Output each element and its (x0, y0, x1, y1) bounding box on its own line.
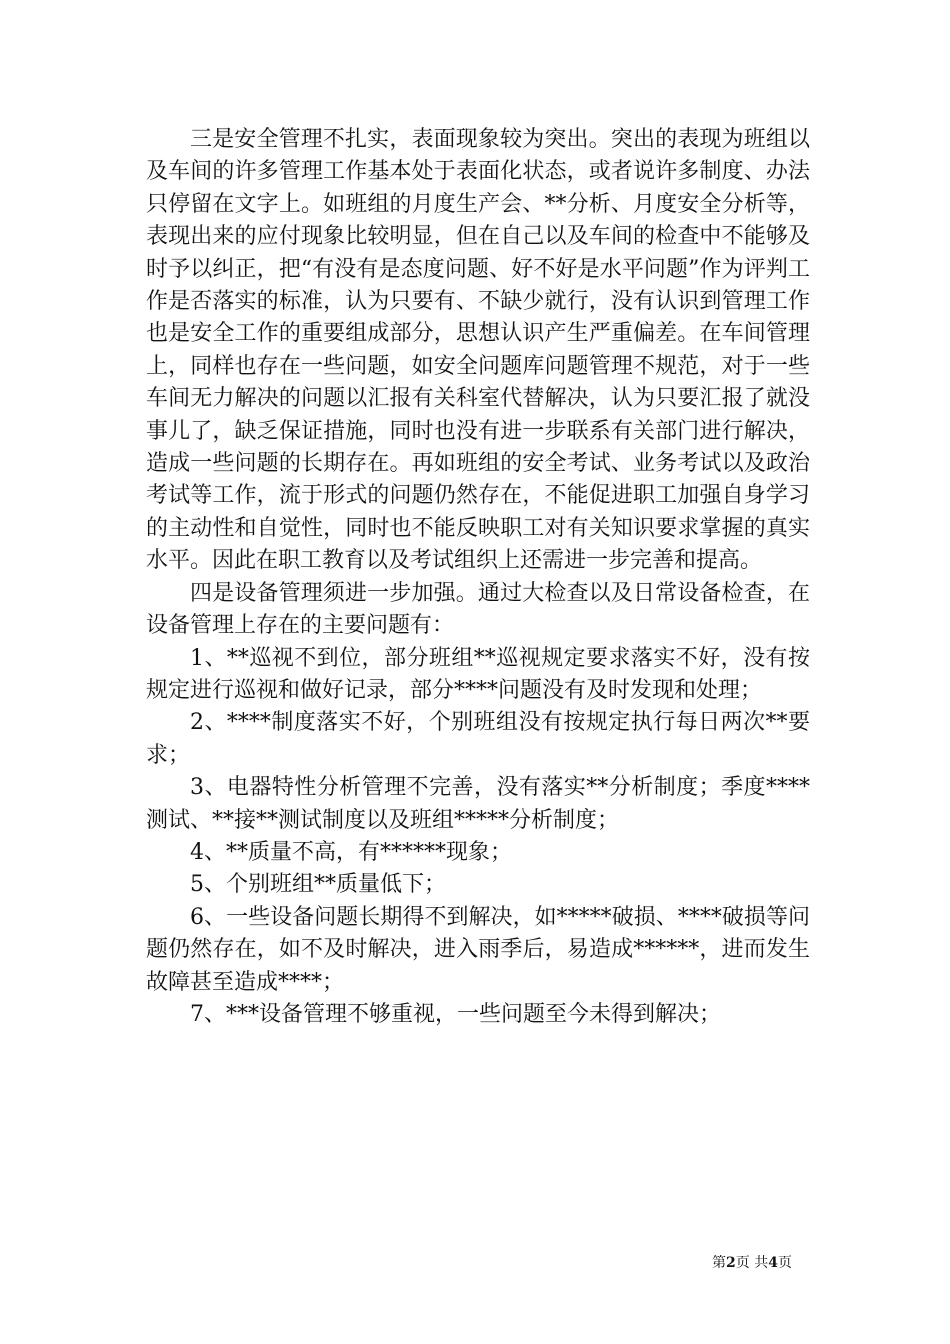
footer-middle: 页 共 (735, 1255, 769, 1271)
paragraph-safety-management: 三是安全管理不扎实，表面现象较为突出。突出的表现为班组以及车间的许多管理工作基本处于表面化状态，或者说许多制度、办法只停留在文字上。如班组的月度生产会、**分析、月度安全分析等，表现出来的应付现象比较明显，但在自己以及车间的检查中不能够及时予以纠正，把“有没有是态度问题、好不好是水平问题”作为评判工作是否落实的标准，认为只要有、不缺少就行，没有认识到管理工作也是安全工作的重要组成部分，思想认识产生严重偏差。在车间管理上，同样也存在一些问题，如安全问题库问题管理不规范，对于一些车间无力解决的问题以汇报有关科室代替解决，认为只要汇报了就没事儿了，缺乏保证措施，同时也没有进一步联系有关部门进行解决，造成一些问题的长期存在。再如班组的安全考试、业务考试以及政治考试等工作，流于形式的问题仍然存在，不能促进职工加强自身学习的主动性和自觉性，同时也不能反映职工对有关知识要求掌握的真实水平。因此在职工教育以及考试组织上还需进一步完善和提高。 (146, 127, 810, 574)
document-body (146, 124, 810, 1031)
footer-current-page: 2 (726, 1255, 736, 1271)
list-item-3: 3、电器特性分析管理不完善，没有落实**分析制度；季度****测试、**接**测试制度以及班组*****分析制度； (146, 775, 810, 833)
list-item-7: 7、***设备管理不够重视，一些问题至今未得到解决； (190, 1001, 721, 1027)
footer-prefix: 第 (712, 1255, 726, 1271)
list-item-5: 5、个别班组**质量低下； (190, 872, 446, 898)
list-item-1: 1、**巡视不到位，部分班组**巡视规定要求落实不好，没有按规定进行巡视和做好记录，部分****问题没有及时发现和处理； (146, 645, 810, 703)
footer-suffix: 页 (777, 1255, 792, 1271)
page-number-footer (712, 1253, 792, 1273)
list-item-4: 4、**质量不高，有******现象； (190, 839, 512, 865)
list-item-2: 2、****制度落实不好，个别班组没有按规定执行每日两次**要求； (146, 710, 810, 768)
paragraph-equipment-management: 四是设备管理须进一步加强。通过大检查以及日常设备检查，在设备管理上存在的主要问题有： (146, 580, 810, 639)
list-item-6: 6、一些设备问题长期得不到解决，如*****破损、****破损等问题仍然存在，如不及时解决，进入雨季后，易造成******，进而发生故障甚至造成****； (146, 904, 810, 995)
footer-total-pages: 4 (768, 1255, 778, 1271)
